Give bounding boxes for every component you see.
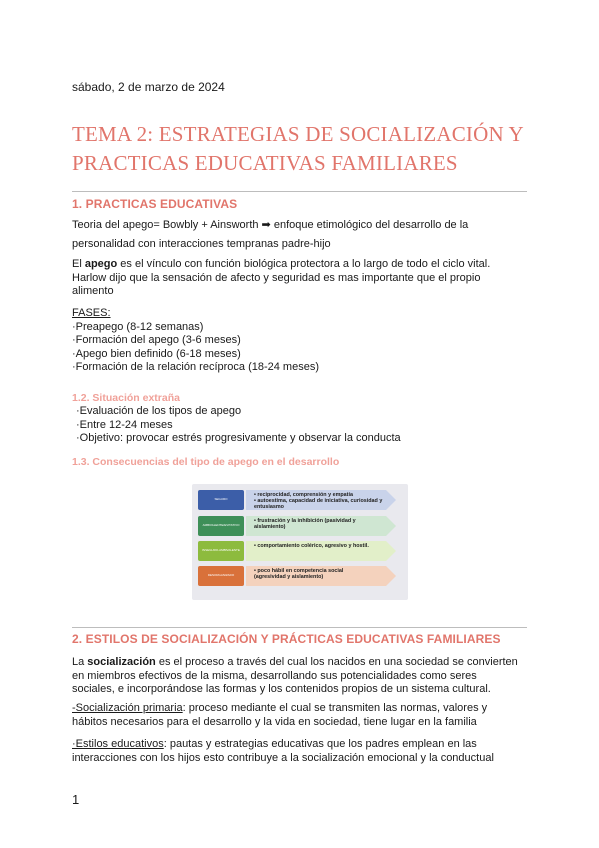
figure-row-label-text: AMBIVALENTE/EVITATIVO [202,523,240,527]
figure-row [198,516,402,536]
socializacion-primaria-paragraph: -Socialización primaria: proceso mediante el cual se transmiten las normas, valores y hábitos necesarios para el desarrollo y la vida en sociedad, tiene lugar en la familia [72,702,488,728]
figure-row-text [254,543,384,549]
figure-row-line: • reciprocidad, comprensión y empatía [254,492,353,498]
section-1-3-heading: 1.3. Consecuencias del tipo de apego en el desarrollo [72,456,340,468]
figure-row-label [198,490,244,510]
figure-row-label [198,566,244,586]
figure-row-text [254,568,384,580]
figure-row-label-text: INSEGURO-AMBIVALENTE [202,548,240,552]
title-line-2: PRACTICAS EDUCATIVAS FAMILIARES [72,151,458,175]
list-item: ·Objetivo: provocar estrés progresivamente y observar la conducta [76,432,401,444]
figure-row-line: (agresividad y aislamiento) [254,574,324,581]
attachment-consequences-figure [192,484,408,600]
list-item: ·Entre 12-24 meses [76,418,173,431]
figure-row-text [254,492,384,511]
list-item: ·Apego bien definido (6-18 meses) [72,347,241,360]
apego-paragraph: El apego es el vínculo con función biológica protectora a lo largo de todo el ciclo vital. Harlow dijo que la sensación de afecto y seguridad es mas importante que el propio alimento [72,258,491,297]
list-item: ·Formación del apego (3-6 meses) [72,334,241,346]
page-number: 1 [72,792,80,807]
figure-row-line: aislamiento) [254,524,286,531]
figure-row-label [198,541,244,561]
estilos-educativos-paragraph: ·Estilos educativos: pautas y estrategias educativas que los padres emplean en las interacciones con los hijos esto contribuye a la socialización emocional y la conductual [72,738,494,764]
list-item: ·Formación de la relación recíproca (18-24 meses) [72,361,319,373]
page-title [72,120,532,178]
section-divider [72,627,527,628]
figure-row-label-text: SEGURO [214,497,228,501]
figure-row-line: • frustración y la inhibición (pasividad y [254,518,356,524]
document-date: sábado, 2 de marzo de 2024 [72,80,225,94]
section-1-intro: Teoria del apego= Bowbly + Ainsworth ➡ enfoque etimológico del desarrollo de la personalidad con interacciones tempranas padre-hijo [72,219,469,250]
figure-row-line: • comportamiento colérico, agresivo y hostil. [254,543,369,549]
section-1-heading: 1. PRACTICAS EDUCATIVAS [72,197,238,211]
figure-row [198,566,402,586]
section-1-2-heading: 1.2. Situación extraña [72,392,180,404]
list-item: ·Evaluación de los tipos de apego [76,405,242,417]
figure-row-label-text: DESORGANIZADO [207,573,235,577]
figure-row-line: • poco hábil en competencia social [254,568,344,574]
figure-row-line: • autoestima, capacidad de iniciativa, curiosidad y entusiasmo [254,498,383,511]
figure-row-label [198,516,244,536]
figure-row-text [254,518,384,530]
title-line-1: TEMA 2: ESTRATEGIAS DE SOCIALIZACIÓN Y [72,122,524,146]
figure-row [198,541,402,561]
section-divider [72,191,527,192]
figure-row [198,490,402,510]
section-2-heading: 2. ESTILOS DE SOCIALIZACIÓN Y PRÁCTICAS EDUCATIVAS FAMILIARES [72,632,501,646]
fases-list [72,307,532,375]
fases-label: FASES: [72,307,111,319]
list-item: ·Preapego (8-12 semanas) [72,320,204,333]
situacion-extrana-list [72,405,532,446]
socializacion-paragraph: La socialización es el proceso a través del cual los nacidos en una sociedad se convierten en miembros efectivos de la misma, desarrollando sus potencialidades como seres sociales, e incorporándose las formas y los contenidos propios de un sistema cultural. [72,656,518,695]
